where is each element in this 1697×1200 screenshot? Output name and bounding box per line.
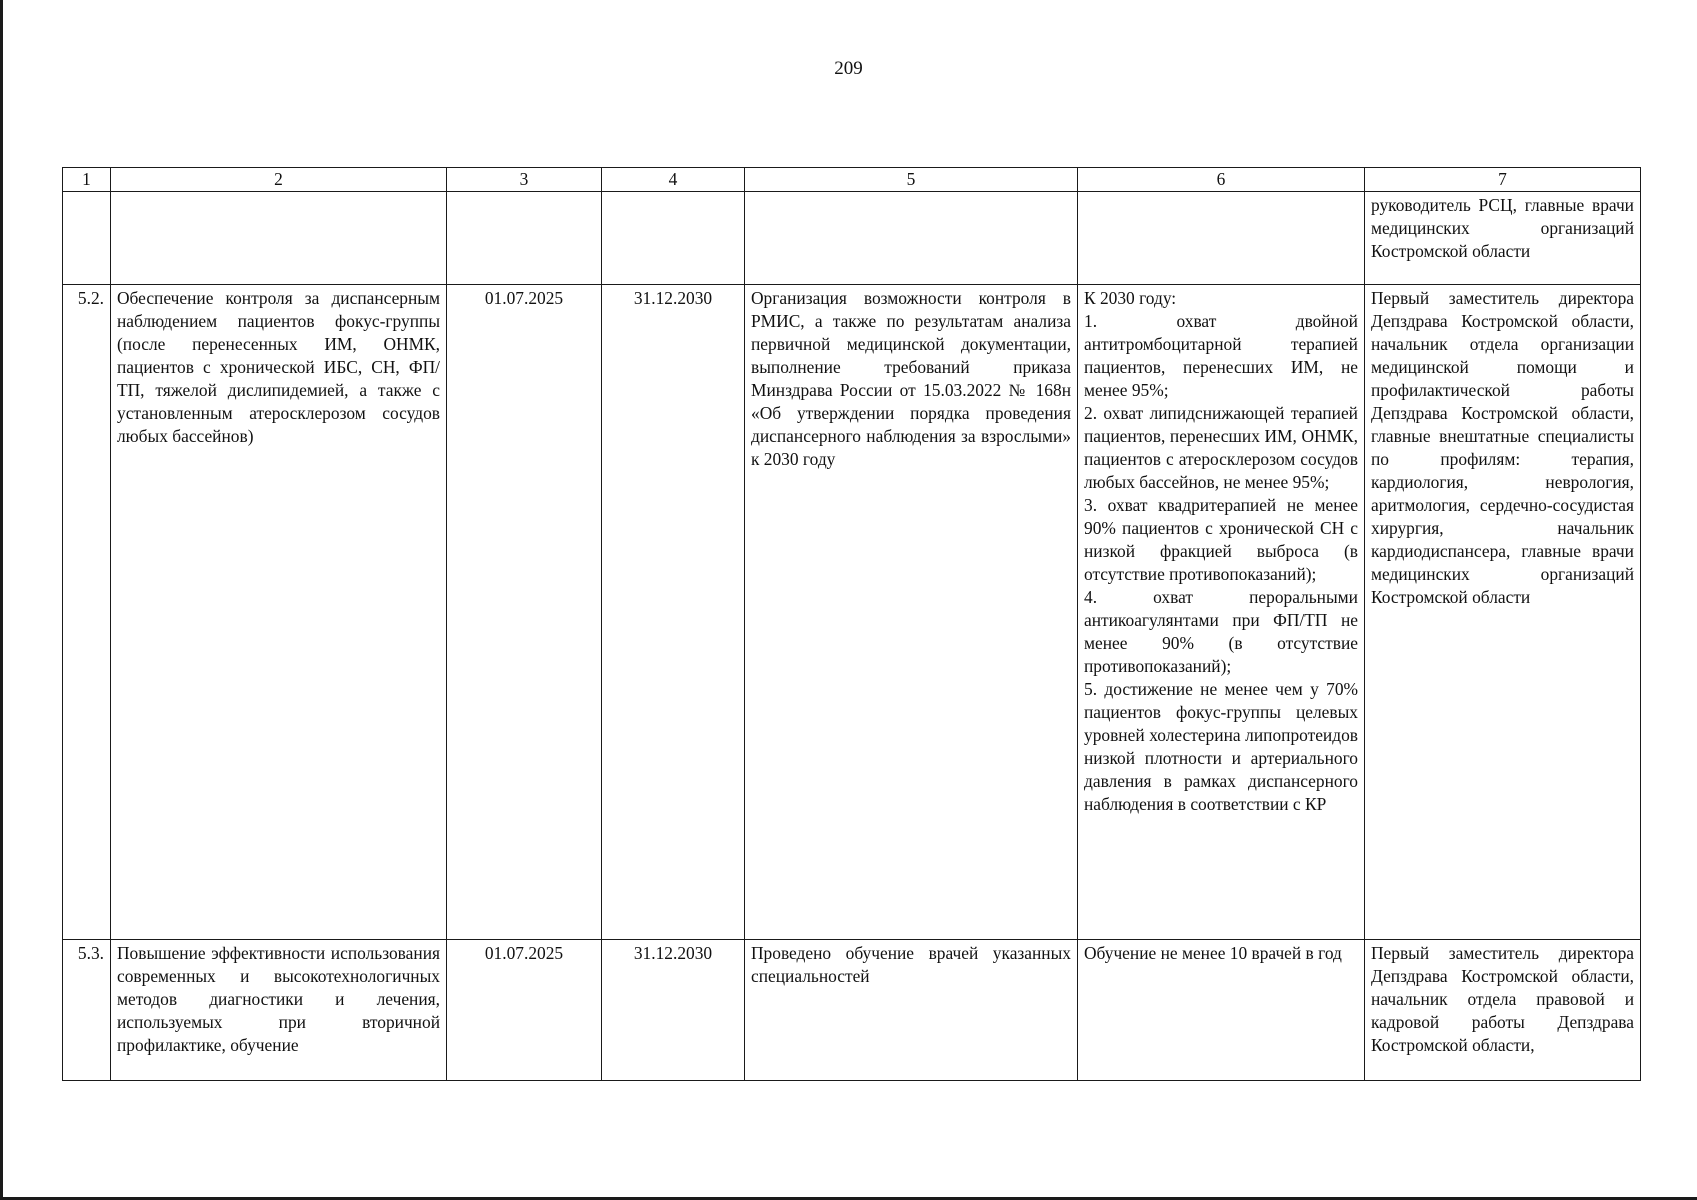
result-cell: Проведено обучение врачей указанных специальностей (745, 940, 1078, 1081)
start-date-cell (447, 192, 602, 285)
column-header: 6 (1078, 168, 1365, 192)
table-row (63, 940, 1641, 1081)
indicator-cell (1078, 192, 1365, 285)
column-header: 1 (63, 168, 111, 192)
row-number-cell: 5.3. (63, 940, 111, 1081)
end-date-cell: 31.12.2030 (602, 285, 745, 940)
column-header: 7 (1365, 168, 1641, 192)
event-cell (111, 192, 447, 285)
row-number-cell: 5.2. (63, 285, 111, 940)
plan-table (62, 167, 1641, 1081)
event-cell: Обеспечение контроля за диспансерным наблюдением пациентов фокус-группы (после перенесенных ИМ, ОНМК, пациентов с хронической ИБС, СН, ФП/ТП, тяжелой дислипидемией, а также с установленным атеросклерозом сосудов любых бассейнов) (111, 285, 447, 940)
table-row (63, 192, 1641, 285)
start-date-cell: 01.07.2025 (447, 940, 602, 1081)
responsible-cell: Первый заместитель директора Депздрава Костромской области, начальник отдела организации медицинской помощи и профилактической работы Депздрава Костромской области, главные внештатные специалисты по профилям: терапия, кардиология, неврология, аритмология, сердечно-сосудистая хирургия, начальник кардиодиспансера, главные врачи медицинских организаций Костромской области (1365, 285, 1641, 940)
indicator-cell: К 2030 году: 1. охват двойной антитромбоцитарной терапией пациентов, перенесших ИМ, не менее 95%; 2. охват липидснижающей терапией пациентов, перенесших ИМ, ОНМК, пациентов с атеросклерозом сосудов любых бассейнов, не менее 95%; 3. охват квадритерапией не менее 90% пациентов с хронической СН с низкой фракцией выброса (в отсутствие противопоказаний); 4. охват пероральными антикоагулянтами при ФП/ТП не менее 90% (в отсутствие противопоказаний); 5. достижение не менее чем у 70% пациентов фокус-группы целевых уровней холестерина липопротеидов низкой плотности и артериального давления в рамках диспансерного наблюдения в соответствии с КР (1078, 285, 1365, 940)
event-cell: Повышение эффективности использования современных и высокотехнологичных методов диагностики и лечения, используемых при вторичной профилактике, обучение (111, 940, 447, 1081)
responsible-cell: Первый заместитель директора Депздрава Костромской области, начальник отдела правовой и кадровой работы Депздрава Костромской области, (1365, 940, 1641, 1081)
column-header: 4 (602, 168, 745, 192)
result-cell: Организация возможности контроля в РМИС, а также по результатам анализа первичной медицинской документации, выполнение требований приказа Минздрава России от 15.03.2022 № 168н «Об утверждении порядка проведения диспансерного наблюдения за взрослыми» к 2030 году (745, 285, 1078, 940)
result-cell (745, 192, 1078, 285)
column-header: 5 (745, 168, 1078, 192)
start-date-cell: 01.07.2025 (447, 285, 602, 940)
table-row (63, 285, 1641, 940)
page-number: 209 (834, 58, 863, 79)
page-edge (0, 0, 3, 1200)
table-header-row (63, 168, 1641, 192)
row-number-cell (63, 192, 111, 285)
indicator-cell: Обучение не менее 10 врачей в год (1078, 940, 1365, 1081)
column-header: 2 (111, 168, 447, 192)
end-date-cell (602, 192, 745, 285)
column-header: 3 (447, 168, 602, 192)
responsible-cell: руководитель РСЦ, главные врачи медицинских организаций Костромской области (1365, 192, 1641, 285)
end-date-cell: 31.12.2030 (602, 940, 745, 1081)
